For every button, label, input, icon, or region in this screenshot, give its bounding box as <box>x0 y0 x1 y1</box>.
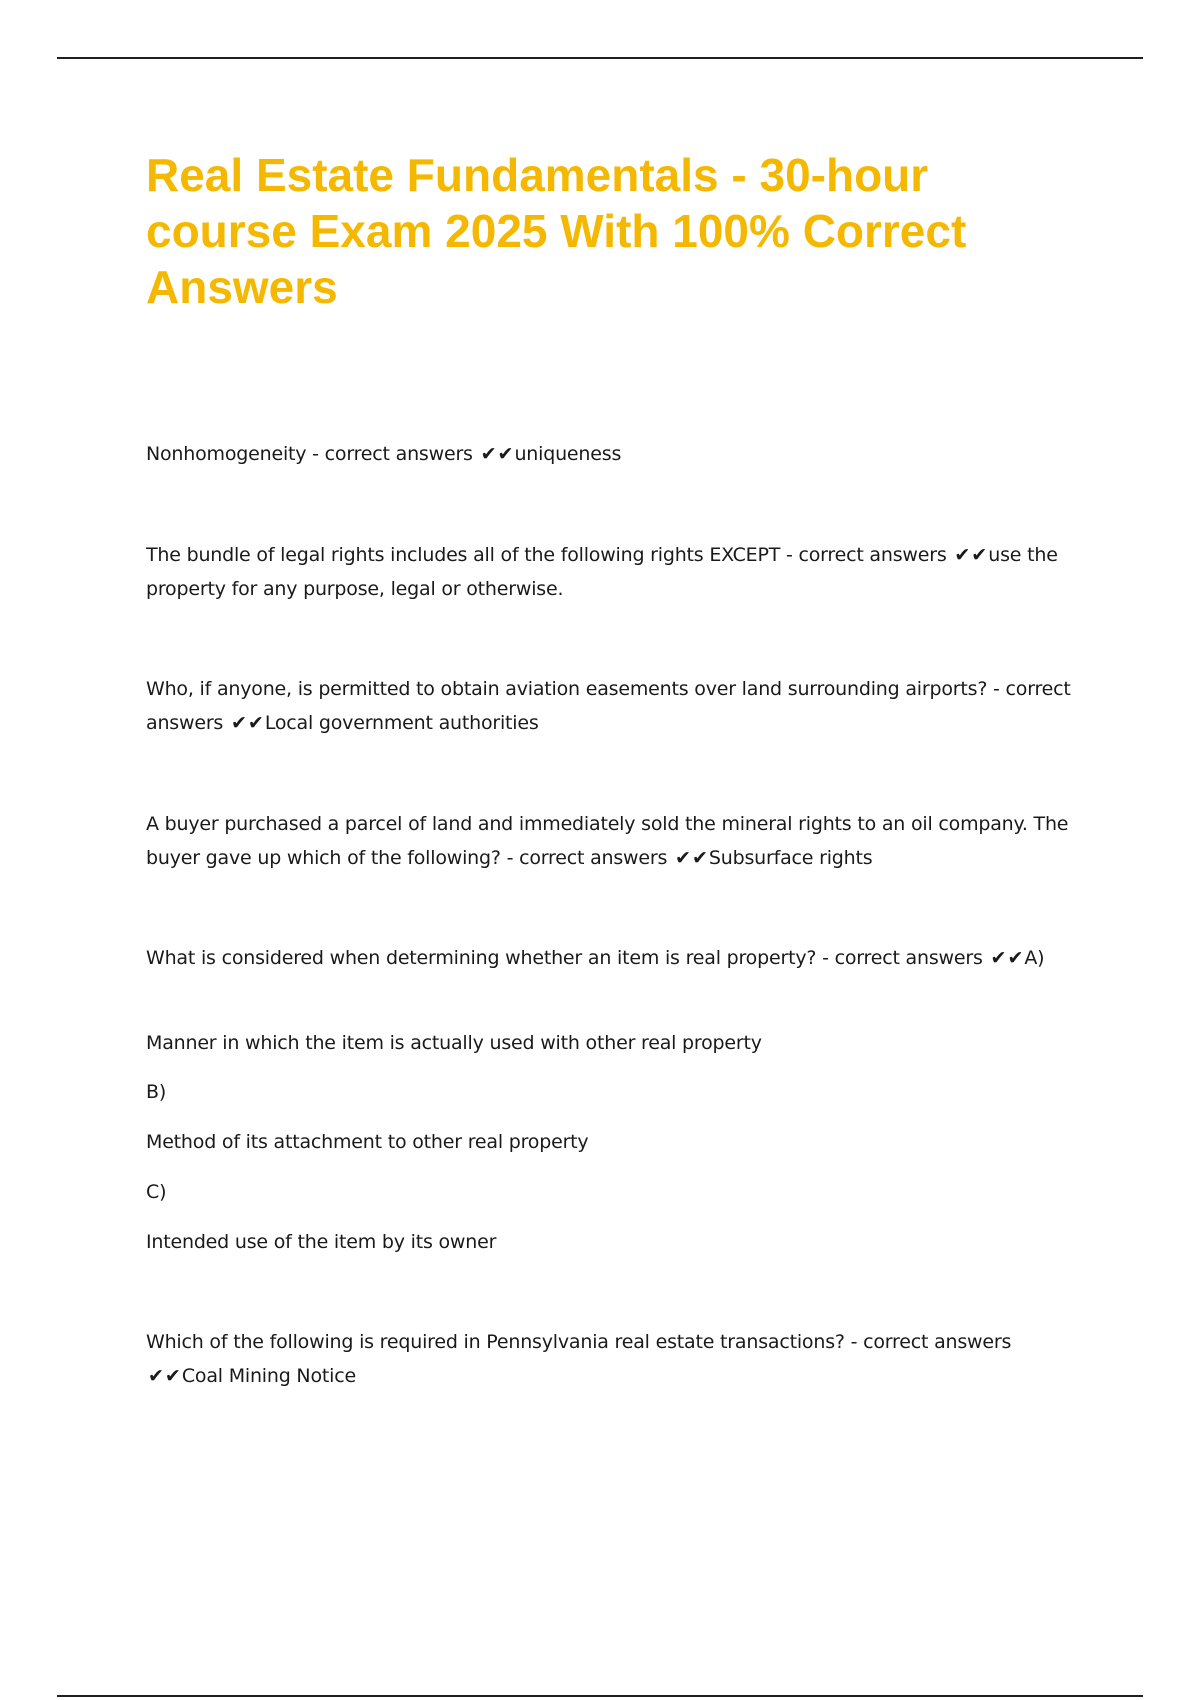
question-text: Nonhomogeneity - correct answers <box>146 443 473 465</box>
header-rule <box>57 57 1143 59</box>
qa-item-2 <box>146 538 1076 606</box>
answer-text: A) <box>1024 947 1045 969</box>
footer-rule <box>57 1695 1143 1697</box>
answer-text: uniqueness <box>514 443 622 465</box>
answer-text: use the property for any purpose, legal or otherwise. <box>146 544 1058 600</box>
double-check-icon: ✔✔ <box>954 544 989 566</box>
double-check-icon: ✔✔ <box>148 1365 182 1387</box>
option-text: Intended use of the item by its owner <box>146 1231 497 1253</box>
answer-text: Local government authorities <box>264 712 539 734</box>
qa-item-5 <box>146 941 1076 975</box>
question-text: A buyer purchased a parcel of land and immediately sold the mineral rights to an oil company. The buyer gave up which of the following? - correct answers <box>146 813 1069 869</box>
double-check-icon: ✔✔ <box>230 712 265 734</box>
option-label: C) <box>146 1181 167 1203</box>
double-check-icon: ✔✔ <box>675 847 709 869</box>
answer-text: Subsurface rights <box>708 847 873 869</box>
option-label: B) <box>146 1081 167 1103</box>
option-text: Manner in which the item is actually used with other real property <box>146 1032 762 1054</box>
answer-text: Coal Mining Notice <box>181 1365 356 1387</box>
document-title: Real Estate Fundamentals - 30-hour course Exam 2025 With 100% Correct Answers <box>146 149 967 313</box>
question-text: Which of the following is required in Pennsylvania real estate transactions? - correct answers <box>146 1331 1012 1353</box>
qa-item-3 <box>146 672 1076 740</box>
double-check-icon: ✔✔ <box>990 947 1025 969</box>
question-text: What is considered when determining whether an item is real property? - correct answers <box>146 947 983 969</box>
question-text: The bundle of legal rights includes all of the following rights EXCEPT - correct answers <box>146 544 947 566</box>
qa-item-1 <box>146 437 1076 471</box>
question-text: Who, if anyone, is permitted to obtain aviation easements over land surrounding airports? - correct answers <box>146 678 1071 734</box>
qa-item-4 <box>146 807 1076 875</box>
option-text: Method of its attachment to other real property <box>146 1131 589 1153</box>
double-check-icon: ✔✔ <box>480 443 515 465</box>
qa-item-6 <box>146 1325 1076 1393</box>
